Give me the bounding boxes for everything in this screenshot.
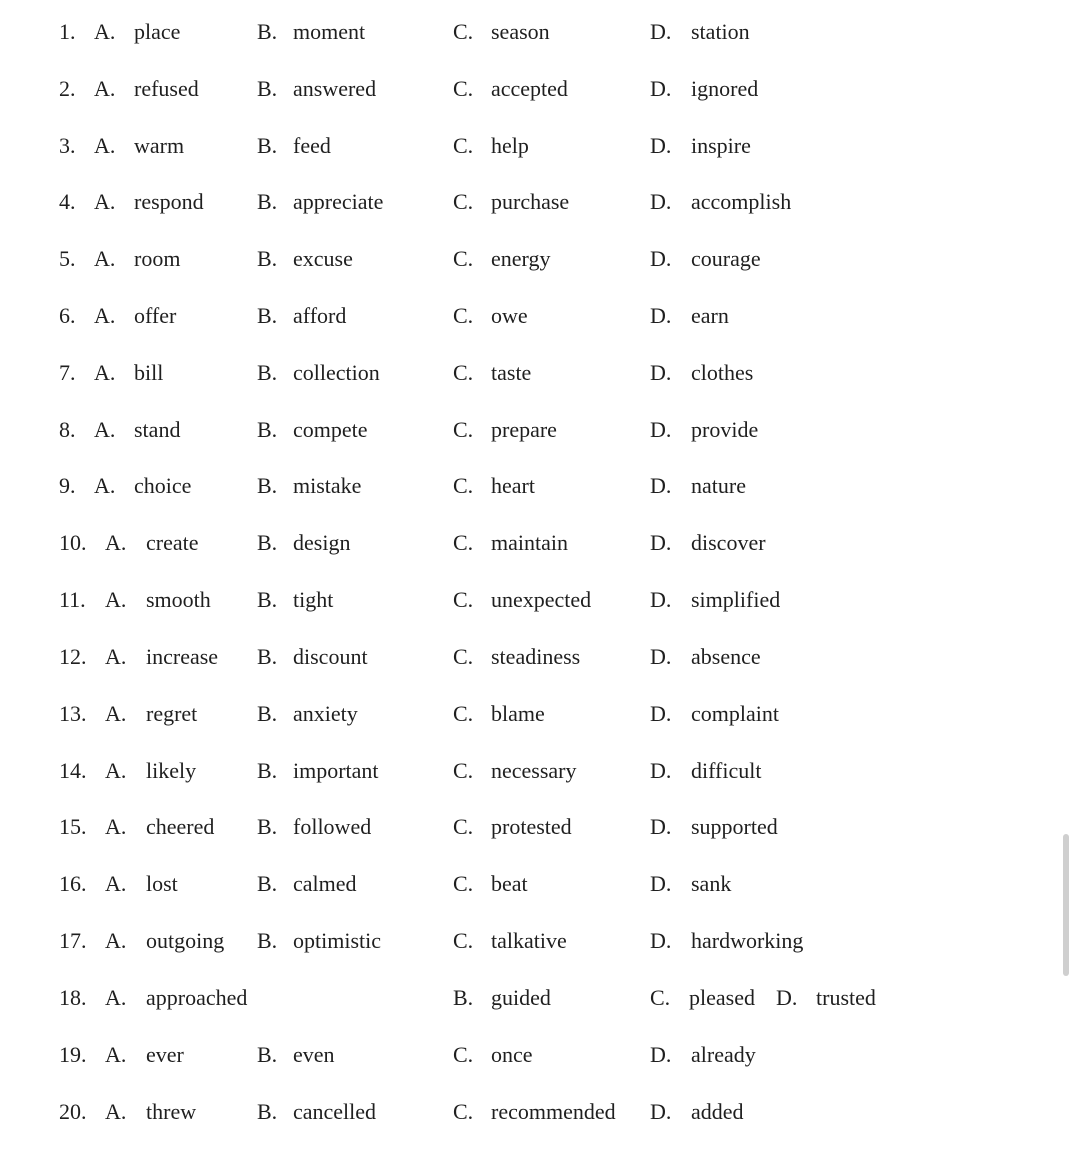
question-row-13	[0, 694, 1060, 734]
question-number: 18.	[59, 985, 87, 1010]
option-d-label: D.	[650, 417, 672, 442]
option-a-text: likely	[146, 758, 197, 783]
option-a-label: A.	[105, 587, 127, 612]
option-b-text: guided	[491, 985, 551, 1010]
vertical-scrollbar-thumb[interactable]	[1063, 834, 1069, 976]
option-a-text: stand	[134, 417, 181, 442]
option-c-label: C.	[453, 19, 474, 44]
option-a-text: choice	[134, 473, 192, 498]
question-row-12	[0, 637, 1060, 677]
option-d-text: ignored	[691, 76, 759, 101]
option-d-text: station	[691, 19, 750, 44]
option-b-text: important	[293, 758, 379, 783]
option-c-text: beat	[491, 871, 528, 896]
option-a-label: A.	[105, 871, 127, 896]
question-row-2	[0, 69, 1060, 109]
option-a-label: A.	[94, 473, 116, 498]
option-c-text: help	[491, 133, 529, 158]
question-number: 11.	[59, 587, 86, 612]
option-d-label: D.	[650, 133, 672, 158]
option-b-label: B.	[453, 985, 474, 1010]
question-number: 3.	[59, 133, 76, 158]
option-a-text: outgoing	[146, 928, 225, 953]
option-b-label: B.	[257, 758, 278, 783]
option-c-text: talkative	[491, 928, 567, 953]
question-row-17	[0, 921, 1060, 961]
option-d-label: D.	[650, 303, 672, 328]
option-d-text: discover	[691, 530, 766, 555]
option-b-text: moment	[293, 19, 366, 44]
option-c-text: protested	[491, 814, 572, 839]
question-row-3	[0, 126, 1060, 166]
option-a-label: A.	[105, 928, 127, 953]
option-d-text: sank	[691, 871, 732, 896]
option-d-text: earn	[691, 303, 729, 328]
option-a-text: refused	[134, 76, 199, 101]
option-c-text: unexpected	[491, 587, 592, 612]
option-d-label: D.	[650, 19, 672, 44]
option-b-text: tight	[293, 587, 334, 612]
option-b-label: B.	[257, 417, 278, 442]
option-b-label: B.	[257, 303, 278, 328]
option-a-text: create	[146, 530, 199, 555]
option-d-text: complaint	[691, 701, 779, 726]
question-row-20	[0, 1092, 1060, 1132]
option-a-text: approached	[146, 985, 248, 1010]
option-c-label: C.	[453, 814, 474, 839]
option-b-label: B.	[257, 473, 278, 498]
option-d-text: already	[691, 1042, 756, 1067]
option-a-text: cheered	[146, 814, 215, 839]
option-a-text: smooth	[146, 587, 211, 612]
option-b-text: discount	[293, 644, 368, 669]
option-d-text: hardworking	[691, 928, 804, 953]
option-d-label: D.	[650, 360, 672, 385]
option-d-text: accomplish	[691, 189, 792, 214]
option-d-label: D.	[650, 871, 672, 896]
question-row-18	[0, 978, 1060, 1018]
option-c-text: energy	[491, 246, 551, 271]
option-a-label: A.	[94, 417, 116, 442]
option-a-label: A.	[105, 814, 127, 839]
option-a-text: offer	[134, 303, 177, 328]
question-number: 9.	[59, 473, 76, 498]
option-b-label: B.	[257, 871, 278, 896]
option-c-label: C.	[650, 985, 671, 1010]
option-b-label: B.	[257, 701, 278, 726]
option-a-label: A.	[94, 189, 116, 214]
option-d-label: D.	[650, 189, 672, 214]
option-a-label: A.	[105, 985, 127, 1010]
option-a-label: A.	[94, 76, 116, 101]
option-d-label: D.	[650, 644, 672, 669]
option-d-text: simplified	[691, 587, 781, 612]
option-b-label: B.	[257, 246, 278, 271]
option-d-text: provide	[691, 417, 759, 442]
option-a-text: bill	[134, 360, 164, 385]
question-number: 15.	[59, 814, 87, 839]
option-c-label: C.	[453, 417, 474, 442]
option-b-label: B.	[257, 587, 278, 612]
option-d-label: D.	[650, 1042, 672, 1067]
option-a-text: respond	[134, 189, 204, 214]
option-d-label: D.	[650, 76, 672, 101]
option-d-label: D.	[650, 530, 672, 555]
option-a-label: A.	[105, 758, 127, 783]
option-b-text: anxiety	[293, 701, 358, 726]
question-number: 5.	[59, 246, 76, 271]
option-a-text: lost	[146, 871, 178, 896]
question-number: 10.	[59, 530, 87, 555]
question-number: 7.	[59, 360, 76, 385]
question-number: 1.	[59, 19, 76, 44]
option-d-text: added	[691, 1099, 744, 1124]
option-c-label: C.	[453, 530, 474, 555]
option-c-label: C.	[453, 1042, 474, 1067]
question-number: 16.	[59, 871, 87, 896]
option-b-label: B.	[257, 19, 278, 44]
option-a-text: increase	[146, 644, 219, 669]
option-d-label: D.	[776, 985, 798, 1010]
option-d-label: D.	[650, 928, 672, 953]
question-number: 6.	[59, 303, 76, 328]
option-d-text: clothes	[691, 360, 754, 385]
option-b-text: compete	[293, 417, 368, 442]
option-a-label: A.	[94, 360, 116, 385]
option-b-text: collection	[293, 360, 380, 385]
option-c-label: C.	[453, 473, 474, 498]
option-a-label: A.	[105, 701, 127, 726]
option-a-label: A.	[94, 133, 116, 158]
option-b-text: followed	[293, 814, 372, 839]
option-b-label: B.	[257, 360, 278, 385]
option-a-text: place	[134, 19, 181, 44]
option-d-label: D.	[650, 1099, 672, 1124]
option-d-label: D.	[650, 473, 672, 498]
question-row-5	[0, 239, 1060, 279]
option-c-label: C.	[453, 587, 474, 612]
option-b-label: B.	[257, 530, 278, 555]
option-d-label: D.	[650, 814, 672, 839]
option-d-text: inspire	[691, 133, 751, 158]
question-number: 12.	[59, 644, 87, 669]
option-c-text: recommended	[491, 1099, 616, 1124]
option-c-text: purchase	[491, 189, 570, 214]
option-c-label: C.	[453, 360, 474, 385]
option-c-text: blame	[491, 701, 545, 726]
option-b-text: answered	[293, 76, 377, 101]
option-c-label: C.	[453, 189, 474, 214]
option-b-text: mistake	[293, 473, 362, 498]
option-d-text: difficult	[691, 758, 762, 783]
option-c-label: C.	[453, 928, 474, 953]
option-d-label: D.	[650, 246, 672, 271]
option-a-text: threw	[146, 1099, 197, 1124]
option-c-text: owe	[491, 303, 528, 328]
option-a-text: ever	[146, 1042, 184, 1067]
option-c-text: accepted	[491, 76, 568, 101]
option-a-label: A.	[105, 1042, 127, 1067]
option-b-label: B.	[257, 644, 278, 669]
option-b-text: design	[293, 530, 351, 555]
option-c-label: C.	[453, 133, 474, 158]
option-c-text: pleased	[689, 985, 755, 1010]
option-b-text: appreciate	[293, 189, 384, 214]
option-d-text: courage	[691, 246, 761, 271]
option-c-label: C.	[453, 758, 474, 783]
question-row-16	[0, 864, 1060, 904]
question-number: 20.	[59, 1099, 87, 1124]
question-number: 14.	[59, 758, 87, 783]
option-c-text: prepare	[491, 417, 557, 442]
option-c-text: maintain	[491, 530, 568, 555]
option-b-text: cancelled	[293, 1099, 377, 1124]
option-b-label: B.	[257, 76, 278, 101]
option-d-label: D.	[650, 758, 672, 783]
option-c-label: C.	[453, 644, 474, 669]
question-row-14	[0, 751, 1060, 791]
question-number: 2.	[59, 76, 76, 101]
question-row-8	[0, 410, 1060, 450]
option-a-text: regret	[146, 701, 198, 726]
option-c-text: heart	[491, 473, 535, 498]
question-number: 13.	[59, 701, 87, 726]
option-c-label: C.	[453, 1099, 474, 1124]
option-c-label: C.	[453, 76, 474, 101]
option-b-text: excuse	[293, 246, 353, 271]
question-number: 19.	[59, 1042, 87, 1067]
option-c-label: C.	[453, 246, 474, 271]
question-row-4	[0, 182, 1060, 222]
option-c-label: C.	[453, 701, 474, 726]
question-number: 8.	[59, 417, 76, 442]
option-a-label: A.	[94, 303, 116, 328]
option-b-label: B.	[257, 133, 278, 158]
option-d-text: trusted	[816, 985, 876, 1010]
option-c-text: taste	[491, 360, 532, 385]
option-c-text: steadiness	[491, 644, 581, 669]
question-number: 4.	[59, 189, 76, 214]
option-b-text: afford	[293, 303, 347, 328]
option-a-label: A.	[105, 644, 127, 669]
option-d-text: supported	[691, 814, 778, 839]
question-row-10	[0, 523, 1060, 563]
option-c-text: once	[491, 1042, 533, 1067]
question-row-1	[0, 12, 1060, 52]
option-b-label: B.	[257, 189, 278, 214]
option-d-label: D.	[650, 587, 672, 612]
option-c-text: season	[491, 19, 550, 44]
option-a-label: A.	[105, 1099, 127, 1124]
option-a-text: room	[134, 246, 181, 271]
option-c-label: C.	[453, 871, 474, 896]
option-a-text: warm	[134, 133, 185, 158]
option-a-label: A.	[105, 530, 127, 555]
question-row-15	[0, 807, 1060, 847]
question-row-6	[0, 296, 1060, 336]
option-b-text: even	[293, 1042, 335, 1067]
option-b-label: B.	[257, 814, 278, 839]
option-d-label: D.	[650, 701, 672, 726]
option-b-text: feed	[293, 133, 331, 158]
option-b-text: optimistic	[293, 928, 381, 953]
question-row-11	[0, 580, 1060, 620]
option-b-label: B.	[257, 928, 278, 953]
question-row-7	[0, 353, 1060, 393]
option-a-label: A.	[94, 246, 116, 271]
option-b-text: calmed	[293, 871, 357, 896]
option-a-label: A.	[94, 19, 116, 44]
option-d-text: absence	[691, 644, 761, 669]
option-c-label: C.	[453, 303, 474, 328]
question-row-19	[0, 1035, 1060, 1075]
option-b-label: B.	[257, 1042, 278, 1067]
option-c-text: necessary	[491, 758, 577, 783]
question-row-9	[0, 466, 1060, 506]
option-d-text: nature	[691, 473, 746, 498]
option-b-label: B.	[257, 1099, 278, 1124]
question-number: 17.	[59, 928, 87, 953]
